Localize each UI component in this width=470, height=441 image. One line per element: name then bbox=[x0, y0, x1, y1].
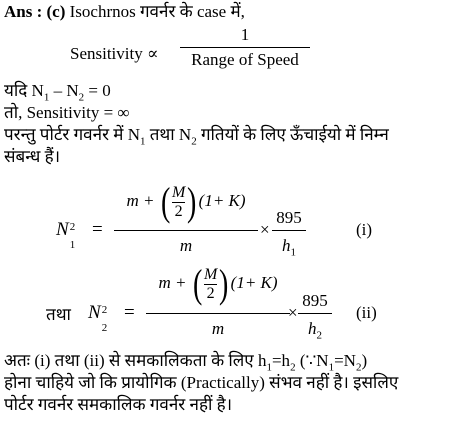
eq1-right-paren: ) bbox=[187, 179, 197, 224]
answer-prefix: Ans : (c) bbox=[4, 2, 66, 21]
p2-text-e: ) bbox=[361, 351, 368, 370]
eq2-num-rest: (1+ K) bbox=[230, 272, 278, 292]
eq2-equals: = bbox=[124, 302, 135, 323]
eq2-num-m: m + bbox=[158, 272, 187, 292]
eq1-right-den bbox=[272, 236, 306, 259]
p2-sub-4: 2 bbox=[355, 361, 362, 374]
eq1-right-bar bbox=[272, 230, 306, 231]
condition-text-c: = 0 bbox=[84, 81, 111, 100]
eq1-numerator bbox=[116, 179, 256, 224]
paragraph2-line2: होना चाहिये जो कि प्रायोगिक (Practically) संभव नहीं है। इसलिए bbox=[4, 373, 399, 392]
eq2-inner-fraction bbox=[204, 266, 217, 303]
eq1-label: (i) bbox=[356, 220, 373, 239]
eq2-lhs: N 2 2 bbox=[88, 302, 108, 334]
p2-sub-1: 1 bbox=[266, 361, 272, 374]
condition-text-a: यदि N bbox=[4, 81, 44, 100]
paragraph2-line3: पोर्टर गवर्नर समकालिक गवर्नर नहीं है। bbox=[4, 395, 233, 414]
condition-sub-2: 2 bbox=[78, 91, 85, 104]
eq1-denominator: m bbox=[179, 236, 193, 255]
paragraph1-line1 bbox=[4, 125, 389, 148]
p2-sub-3: 1 bbox=[328, 361, 335, 374]
sensitivity-lhs: Sensitivity ∝ bbox=[70, 44, 159, 63]
eq2-numerator bbox=[148, 261, 288, 306]
eq2-prefix: तथा bbox=[46, 305, 71, 324]
eq2-inner-den: 2 bbox=[206, 284, 215, 302]
condition-text-b: – N bbox=[49, 81, 79, 100]
condition-line bbox=[4, 81, 111, 104]
eq2-inner-num: M bbox=[204, 265, 218, 283]
eq2-denominator: m bbox=[211, 319, 225, 338]
eq2-right-num: 895 bbox=[302, 291, 328, 310]
p2-text-b: =h bbox=[271, 351, 291, 370]
eq2-right-den-h: h bbox=[308, 319, 317, 338]
eq1-main-bar bbox=[114, 230, 258, 231]
sensitivity-numerator: 1 bbox=[240, 25, 250, 44]
p2-text-a: अतः (i) तथा (ii) से समकालिकता के लिए h bbox=[4, 351, 267, 370]
p1-text-b: तथा N bbox=[145, 125, 192, 144]
eq2-right-den-sub: 2 bbox=[316, 329, 322, 342]
sensitivity-fraction bbox=[180, 24, 310, 71]
eq2-right-paren: ) bbox=[219, 261, 229, 306]
eq1-num-rest: (1+ K) bbox=[198, 190, 246, 210]
condition-sub-1: 1 bbox=[43, 91, 50, 104]
result-line: तो, Sensitivity = ∞ bbox=[4, 103, 130, 122]
answer-intro: Isochrnos गवर्नर के case में, bbox=[69, 2, 245, 21]
p1-sub-1: 1 bbox=[139, 135, 146, 148]
eq2-times: × bbox=[288, 303, 298, 322]
eq2-lhs-symbol: N bbox=[88, 302, 101, 323]
paragraph2-line1 bbox=[4, 351, 368, 374]
eq1-inner-num: M bbox=[172, 183, 186, 201]
fraction-bar bbox=[180, 47, 310, 48]
p2-sub-2: 2 bbox=[290, 361, 296, 374]
eq1-num-m: m + bbox=[126, 190, 155, 210]
eq1-times: × bbox=[260, 220, 270, 239]
eq2-main-bar bbox=[146, 313, 290, 314]
p1-text-a: परन्तु पोर्टर गवर्नर में N bbox=[4, 125, 140, 144]
eq1-lhs: N 2 1 bbox=[56, 219, 76, 251]
eq1-right-den-sub: 1 bbox=[290, 246, 296, 259]
paragraph1-line2: संबन्ध हैं। bbox=[4, 147, 61, 166]
p2-text-c: (∵N bbox=[295, 351, 329, 370]
eq2-label: (ii) bbox=[356, 303, 377, 322]
eq2-left-paren: ( bbox=[192, 261, 203, 306]
eq1-equals: = bbox=[92, 219, 103, 240]
answer-heading bbox=[4, 2, 245, 22]
p2-text-d: =N bbox=[334, 351, 356, 370]
eq1-left-paren: ( bbox=[160, 179, 171, 224]
eq1-right-den-h: h bbox=[282, 236, 291, 255]
eq1-inner-fraction bbox=[172, 184, 185, 221]
eq2-right-den bbox=[298, 319, 332, 342]
eq2-right-bar bbox=[298, 313, 332, 314]
eq1-inner-den: 2 bbox=[174, 202, 183, 220]
p1-sub-2: 2 bbox=[191, 135, 197, 148]
p1-text-c: गतियों के लिए ऊँचाईयो में निम्न bbox=[196, 125, 389, 144]
eq1-right-num: 895 bbox=[276, 208, 302, 227]
eq1-lhs-symbol: N bbox=[56, 219, 69, 240]
sensitivity-denominator: Range of Speed bbox=[191, 50, 299, 69]
